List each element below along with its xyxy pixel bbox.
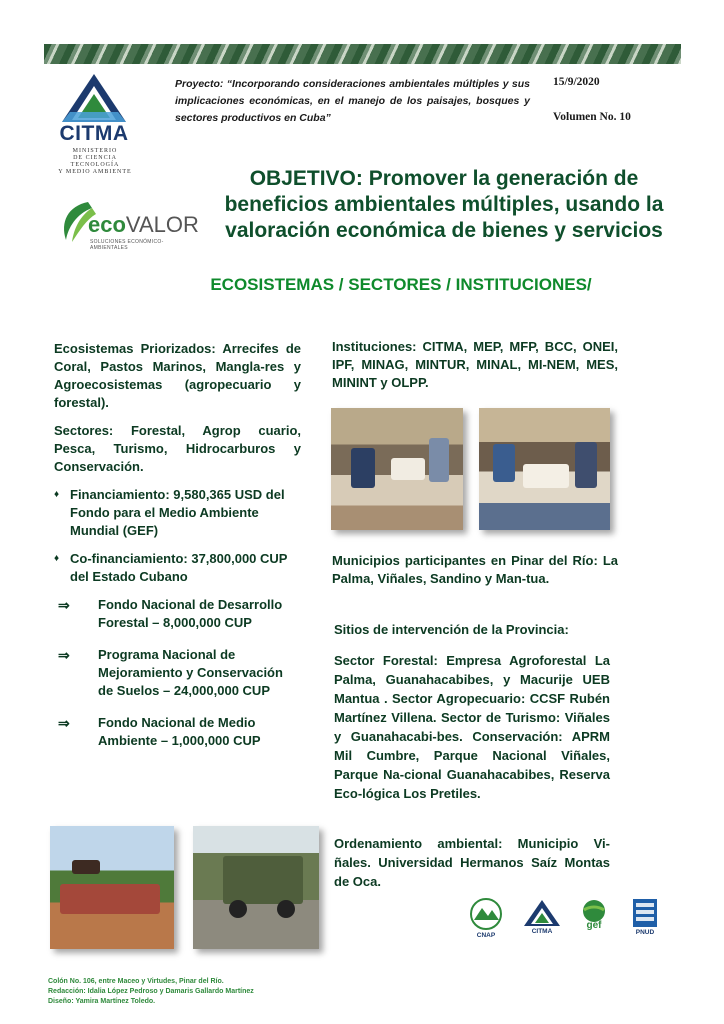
diamond-bullet-icon: ♦ [54,553,60,564]
fund-item: ⇒ Fondo Nacional de Medio Ambiente – 1,000,000 CUP [58,715,261,748]
arrow-right-icon: ⇒ [58,647,70,663]
cofinanciamiento-item: ♦ Co-financiamiento: 37,800,000 CUP del Estado Cubano [54,551,288,584]
issue-volume: Volumen No. 10 [553,111,631,123]
financiamiento-item: ♦ Financiamiento: 9,580,365 USD del Fondo para el Medio Ambiente Mundial (GEF) [54,487,285,538]
citma-small-logo: CITMA [522,898,562,933]
citma-emblem-icon [60,72,128,124]
left-column [54,340,301,764]
ecovalor-logo [58,198,199,251]
cnap-emblem-icon [466,898,506,932]
citma-logo [54,72,134,184]
partner-logos [462,898,662,944]
truck-photo [193,826,319,949]
sectores-paragraph: Sectores: Forestal, Agrop cuario, Pesca, Turismo, Hidrocarburos y Conservación. [54,423,301,474]
field-group-photo [50,826,174,949]
ecovalor-tagline: SOLUCIONES ECONÓMICO-AMBIENTALES [90,239,164,251]
footer-design: Diseño: Yamira Martínez Toledo. [48,998,156,1005]
pnud-emblem-icon [632,898,658,928]
ecovalor-wordmark: ecoVALOR [88,212,199,237]
fund-item: ⇒ Programa Nacional de Mejoramiento y Conservación de Suelos – 24,000,000 CUP [58,647,283,698]
fund-item: ⇒ Fondo Nacional de Desarrollo Forestal – 8,000,000 CUP [58,597,283,630]
pnud-logo: PNUD [632,898,658,933]
meeting-photo-1 [331,408,463,530]
gef-logo: gef [576,898,612,931]
ecosistemas-paragraph: Ecosistemas Priorizados: Arrecifes de Coral, Pastos Marinos, Mangla-res y Agroecosistemas (agropecuario y forestal). [54,341,301,410]
citma-small-emblem-icon [522,898,562,928]
project-title: Proyecto: “Incorporando consideraciones ambientales múltiples y sus implicaciones económicas, en el manejo de los paisajes, bosques y sectores productivos en Cuba” [175,78,530,124]
right-column [332,338,618,392]
instituciones-paragraph: Instituciones: CITMA, MEP, MFP, BCC, ONEI, IPF, MINAG, MINTUR, MINAL, MI-NEM, MES, MININT y OLPP. [332,339,618,390]
decorative-leaf-band [44,44,681,64]
cnap-logo: CNAP [466,898,506,937]
footer-editors: Redacción: Idalia López Pedroso y Damaris Gallardo Martínez [48,988,254,995]
sitios-paragraph: Sector Forestal: Empresa Agroforestal La Palma, Guanahacabibes, y Macurije UEB Mantua . Sector Agropecuario: CCSF Rubén Martínez Villena. Sector de Turismo: Viñales y Guanahacabi-bes. Conservación: APRM Mil Cumbre, Parque Nacional Viñales, Parque Na-cional Guanahacabibes, Reserva Eco-lógica Los Pretiles. [334,653,610,801]
diamond-bullet-icon: ♦ [54,489,60,500]
citma-wordmark: CITMA [59,122,129,145]
footer-address: Colón No. 106, entre Maceo y Virtudes, Pinar del Río. [48,978,224,985]
section-heading: ECOSISTEMAS / SECTORES / INSTITUCIONES/ [210,275,592,294]
citma-subtitle: MINISTERIO DE CIENCIA TECNOLOGÍA Y MEDIO AMBIENTE [58,148,132,175]
municipios-paragraph: Municipios participantes en Pinar del Río: La Palma, Viñales, Sandino y Man-tua. [332,553,618,586]
issue-date: 15/9/2020 [553,76,600,88]
sitios-title: Sitios de intervención de la Provincia: [334,622,569,637]
objective-heading: OBJETIVO: Promover la generación de beneficios ambientales múltiples, usando la valoración económica de bienes y servicios [224,167,664,242]
ordenamiento-paragraph: Ordenamiento ambiental: Municipio Vi-ñales. Universidad Hermanos Saíz Montas de Oca. [334,836,610,889]
meeting-photo-2 [479,408,610,530]
arrow-right-icon: ⇒ [58,597,70,613]
footer [48,977,254,1007]
arrow-right-icon: ⇒ [58,715,70,731]
